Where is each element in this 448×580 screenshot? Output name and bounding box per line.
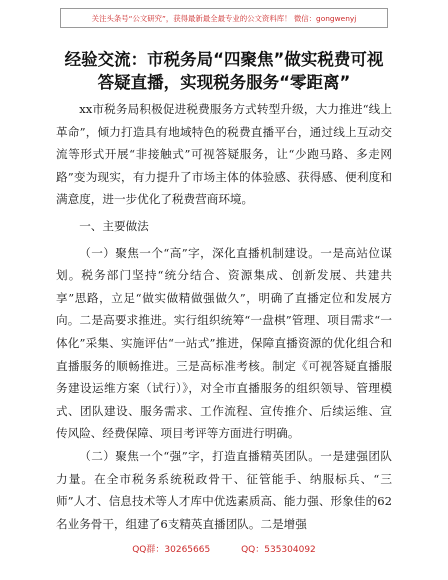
promo-banner [60,8,388,28]
title-line-1: 经验交流：市税务局“四聚焦”做实税费可视 [64,50,384,69]
footer-qq: QQ：535304092 [241,545,316,555]
paragraph-focus-high: （一）聚焦一个“高”字，深化直播机制建设。一是高站位谋划。税务部门坚持“统分结合、资源集成、创新发展、共建共享”思路，立足“做实做精做强做久”，明确了直播定位和发展方向。二是高要求推进。实行组织统筹“一盘棋”管理、项目需求“一体化”采集、实施评估“一站式”推进，保障直播资源的优化组合和直播服务的顺畅推进。三是高标准考核。制定《可视答疑直播服务建设运维方案（试行）》，对全市直播服务的组织领导、管理模式、团队建设、服务需求、工作流程、宣传推介、后续运维、宣传风险、经费保障、项目考评等方面进行明确。 [56,245,392,441]
footer-qq-group: QQ群：30265665 [132,545,211,555]
document-title [40,48,408,94]
footer-contact [0,542,448,555]
title-line-2: 答疑直播，实现税务服务“零距离” [97,73,351,92]
section-heading: 一、主要做法 [79,218,149,233]
document-body [56,98,392,535]
intro-paragraph: xx市税务局积极促进税费服务方式转型升级，大力推进“线上革命”，倾力打造具有地域特色的税费直播平台，通过线上互动交流等形式开展“非接触式”可视答疑服务，让“少跑马路、多走网路”变为现实，有力提升了市场主体的体验感、获得感、便利度和满意度，进一步优化了税费营商环境。 [56,102,392,207]
paragraph-focus-strong: （二）聚焦一个“强”字，打造直播精英团队。一是建强团队力量。在全市税务系统税政骨干、征管能手、纳服标兵、“三师”人才、信息技术等人才库中优选素质高、能力强、形象佳的62名业务骨干，组建了6支精英直播团队。二是增强 [56,448,392,531]
promo-banner-text: 关注头条号“公文研究”，获得最新最全最专业的公文资料库！ 微信：gongwenyj [91,13,357,23]
